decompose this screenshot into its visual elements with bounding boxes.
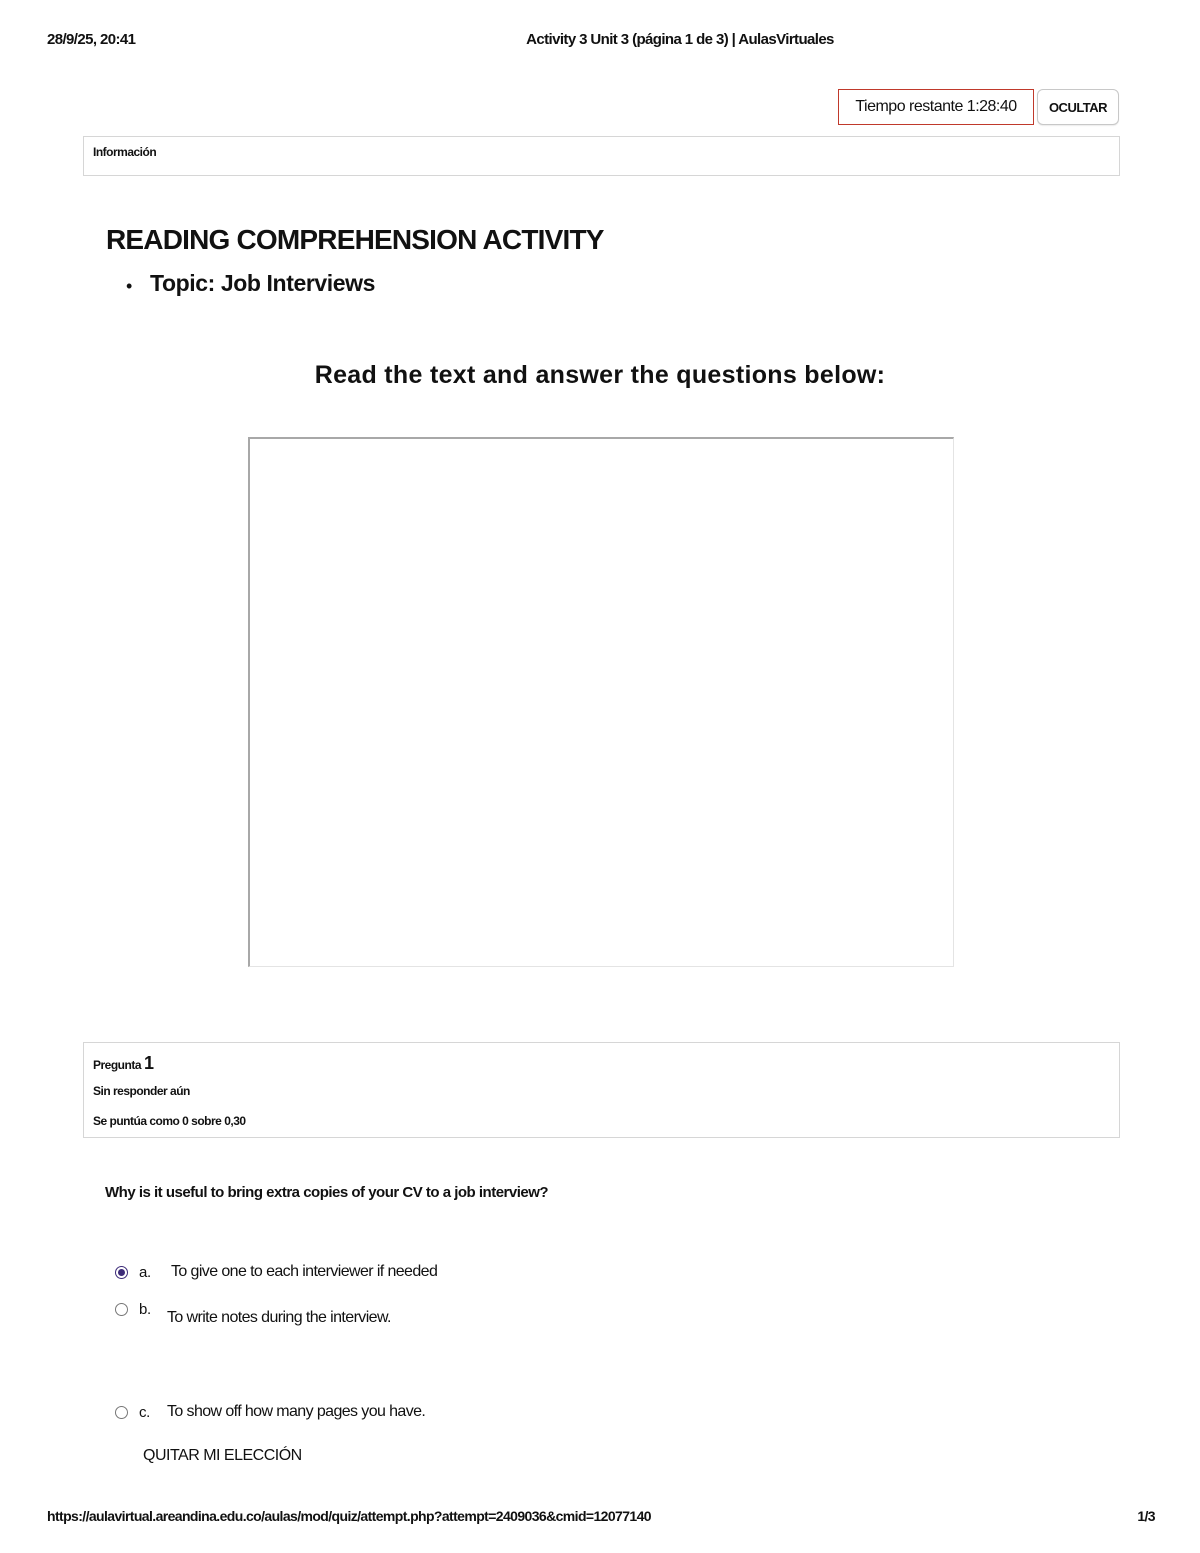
bullet-icon: • [126, 276, 133, 296]
activity-title: READING COMPREHENSION ACTIVITY [106, 224, 604, 255]
information-label: Información [93, 145, 157, 159]
option-b-letter: b. [139, 1301, 151, 1318]
question-info-panel [83, 1042, 1120, 1138]
clear-choice-link[interactable]: QUITAR MI ELECCIÓN [143, 1447, 302, 1464]
reading-text-embed[interactable] [248, 437, 954, 967]
option-a-radio[interactable] [115, 1266, 128, 1279]
question-text: Why is it useful to bring extra copies of your CV to a job interview? [105, 1184, 549, 1201]
topic-heading: Topic: Job Interviews [150, 270, 376, 296]
option-c-radio[interactable] [115, 1406, 128, 1419]
print-page-title: Activity 3 Unit 3 (página 1 de 3) | AulasVirtuales [526, 31, 834, 48]
print-page-number: 1/3 [1137, 1508, 1155, 1524]
question-number: 1 [144, 1053, 154, 1073]
option-a-text[interactable]: To give one to each interviewer if needed [171, 1263, 438, 1280]
print-date: 28/9/25, 20:41 [47, 31, 136, 48]
question-label-text: Pregunta [93, 1058, 142, 1072]
instruction-text: Read the text and answer the questions below: [314, 361, 886, 389]
question-state: Sin responder aún [93, 1084, 190, 1098]
option-c-letter: c. [139, 1404, 150, 1421]
option-c-text[interactable]: To show off how many pages you have. [167, 1403, 426, 1420]
option-a-letter: a. [139, 1264, 151, 1281]
hide-timer-button[interactable]: OCULTAR [1037, 89, 1119, 125]
option-b-radio[interactable] [115, 1303, 128, 1316]
time-remaining: Tiempo restante 1:28:40 [838, 89, 1034, 125]
question-label [93, 1053, 154, 1074]
option-b-text[interactable]: To write notes during the interview. [167, 1309, 391, 1326]
print-url: https://aulavirtual.areandina.edu.co/aulas/mod/quiz/attempt.php?attempt=2409036&cmid=12077140 [47, 1508, 651, 1524]
question-grade: Se puntúa como 0 sobre 0,30 [93, 1114, 246, 1128]
information-panel [83, 136, 1120, 176]
